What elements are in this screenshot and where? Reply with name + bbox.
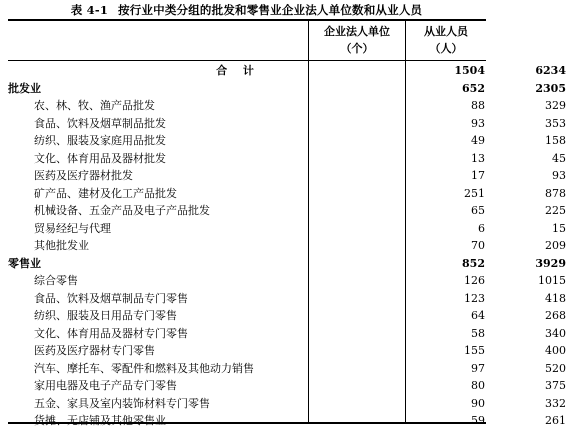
row-label: 汽车、摩托车、零配件和燃料及其他动力销售 [34,361,254,375]
row-label: 医药及医疗器材专门零售 [34,344,155,357]
employees-cell: 1015 [538,274,566,287]
units-cell: 652 [462,81,485,95]
employees-cell: 15 [552,221,566,235]
total-row [8,62,566,80]
units-cell: 49 [471,134,485,147]
units-cell: 1504 [454,64,485,77]
column-header-employees-unit: （人） [429,42,463,55]
table-row [8,97,566,115]
units-cell: 93 [471,116,485,130]
units-cell: 6 [478,221,485,235]
employees-cell: 3929 [535,256,566,270]
row-label: 矿产品、建材及化工产品批发 [34,186,177,200]
header-rule [8,60,486,61]
table-row [8,360,566,378]
table-row [8,150,566,168]
units-cell: 155 [464,344,485,357]
row-label: 食品、饮料及烟草制品专门零售 [34,291,188,305]
row-label: 文化、体育用品及器材专门零售 [34,326,188,340]
row-label: 货摊、无店铺及其他零售业 [34,414,166,427]
units-cell: 852 [462,256,485,270]
category-row [8,255,566,273]
table-title [0,2,493,18]
row-label: 农、林、牧、渔产品批发 [34,99,155,112]
employees-cell: 520 [545,361,566,375]
table-row [8,290,566,308]
units-cell: 97 [471,361,485,375]
row-label: 合 计 [216,64,260,77]
employees-cell: 375 [545,379,566,392]
table-row [8,115,566,133]
table-row [8,132,566,150]
row-label: 纺织、服装及日用品专门零售 [34,309,177,322]
row-label: 五金、家具及室内装饰材料专门零售 [34,396,210,410]
row-label: 医药及医疗器材批发 [34,169,133,182]
row-label: 其他批发业 [34,239,89,252]
employees-cell: 158 [545,134,566,147]
row-label: 综合零售 [34,274,78,287]
employees-cell: 225 [545,204,566,217]
units-cell: 251 [464,186,485,200]
employees-cell: 209 [545,239,566,252]
table-body [8,62,566,430]
category-row [8,80,566,98]
units-cell: 126 [464,274,485,287]
column-header-employees-label: 从业人员 [424,25,468,38]
row-label: 文化、体育用品及器材批发 [34,151,166,165]
data-table [8,62,566,430]
employees-cell: 2305 [535,81,566,95]
table-row [8,412,566,430]
table-row [8,220,566,238]
top-rule [8,19,486,21]
employees-cell: 340 [545,326,566,340]
units-cell: 17 [471,169,485,182]
units-cell: 70 [471,239,485,252]
row-label: 纺织、服装及家庭用品批发 [34,134,166,147]
table-row [8,307,566,325]
units-cell: 13 [471,151,485,165]
employees-cell: 261 [545,414,566,427]
employees-cell: 6234 [535,64,566,77]
units-cell: 90 [471,396,485,410]
employees-cell: 45 [552,151,566,165]
employees-cell: 418 [545,291,566,305]
units-cell: 64 [471,309,485,322]
table-row [8,185,566,203]
units-cell: 88 [471,99,485,112]
column-header-units-unit: （个） [340,42,374,55]
units-cell: 59 [471,414,485,427]
row-label: 批发业 [8,81,41,95]
table-number: 表 4-1 [70,3,109,17]
column-header-employees [406,23,486,57]
row-label: 家用电器及电子产品专门零售 [34,379,177,392]
column-header-units [309,23,405,57]
table-row [8,237,566,255]
row-label: 机械设备、五金产品及电子产品批发 [34,204,210,217]
units-cell: 80 [471,379,485,392]
row-label: 食品、饮料及烟草制品批发 [34,116,166,130]
table-row [8,377,566,395]
table-row [8,325,566,343]
employees-cell: 329 [545,99,566,112]
employees-cell: 353 [545,116,566,130]
table-title-text: 按行业中类分组的批发和零售业企业法人单位数和从业人员 [118,3,423,17]
table-row [8,395,566,413]
table-row [8,202,566,220]
employees-cell: 93 [552,169,566,182]
employees-cell: 400 [545,344,566,357]
table-row [8,342,566,360]
row-label: 零售业 [8,256,41,270]
employees-cell: 268 [545,309,566,322]
row-label: 贸易经纪与代理 [34,221,111,235]
employees-cell: 332 [545,396,566,410]
table-row [8,272,566,290]
units-cell: 65 [471,204,485,217]
units-cell: 58 [471,326,485,340]
column-header-units-label: 企业法人单位 [324,25,390,38]
units-cell: 123 [464,291,485,305]
table-row [8,167,566,185]
employees-cell: 878 [545,186,566,200]
